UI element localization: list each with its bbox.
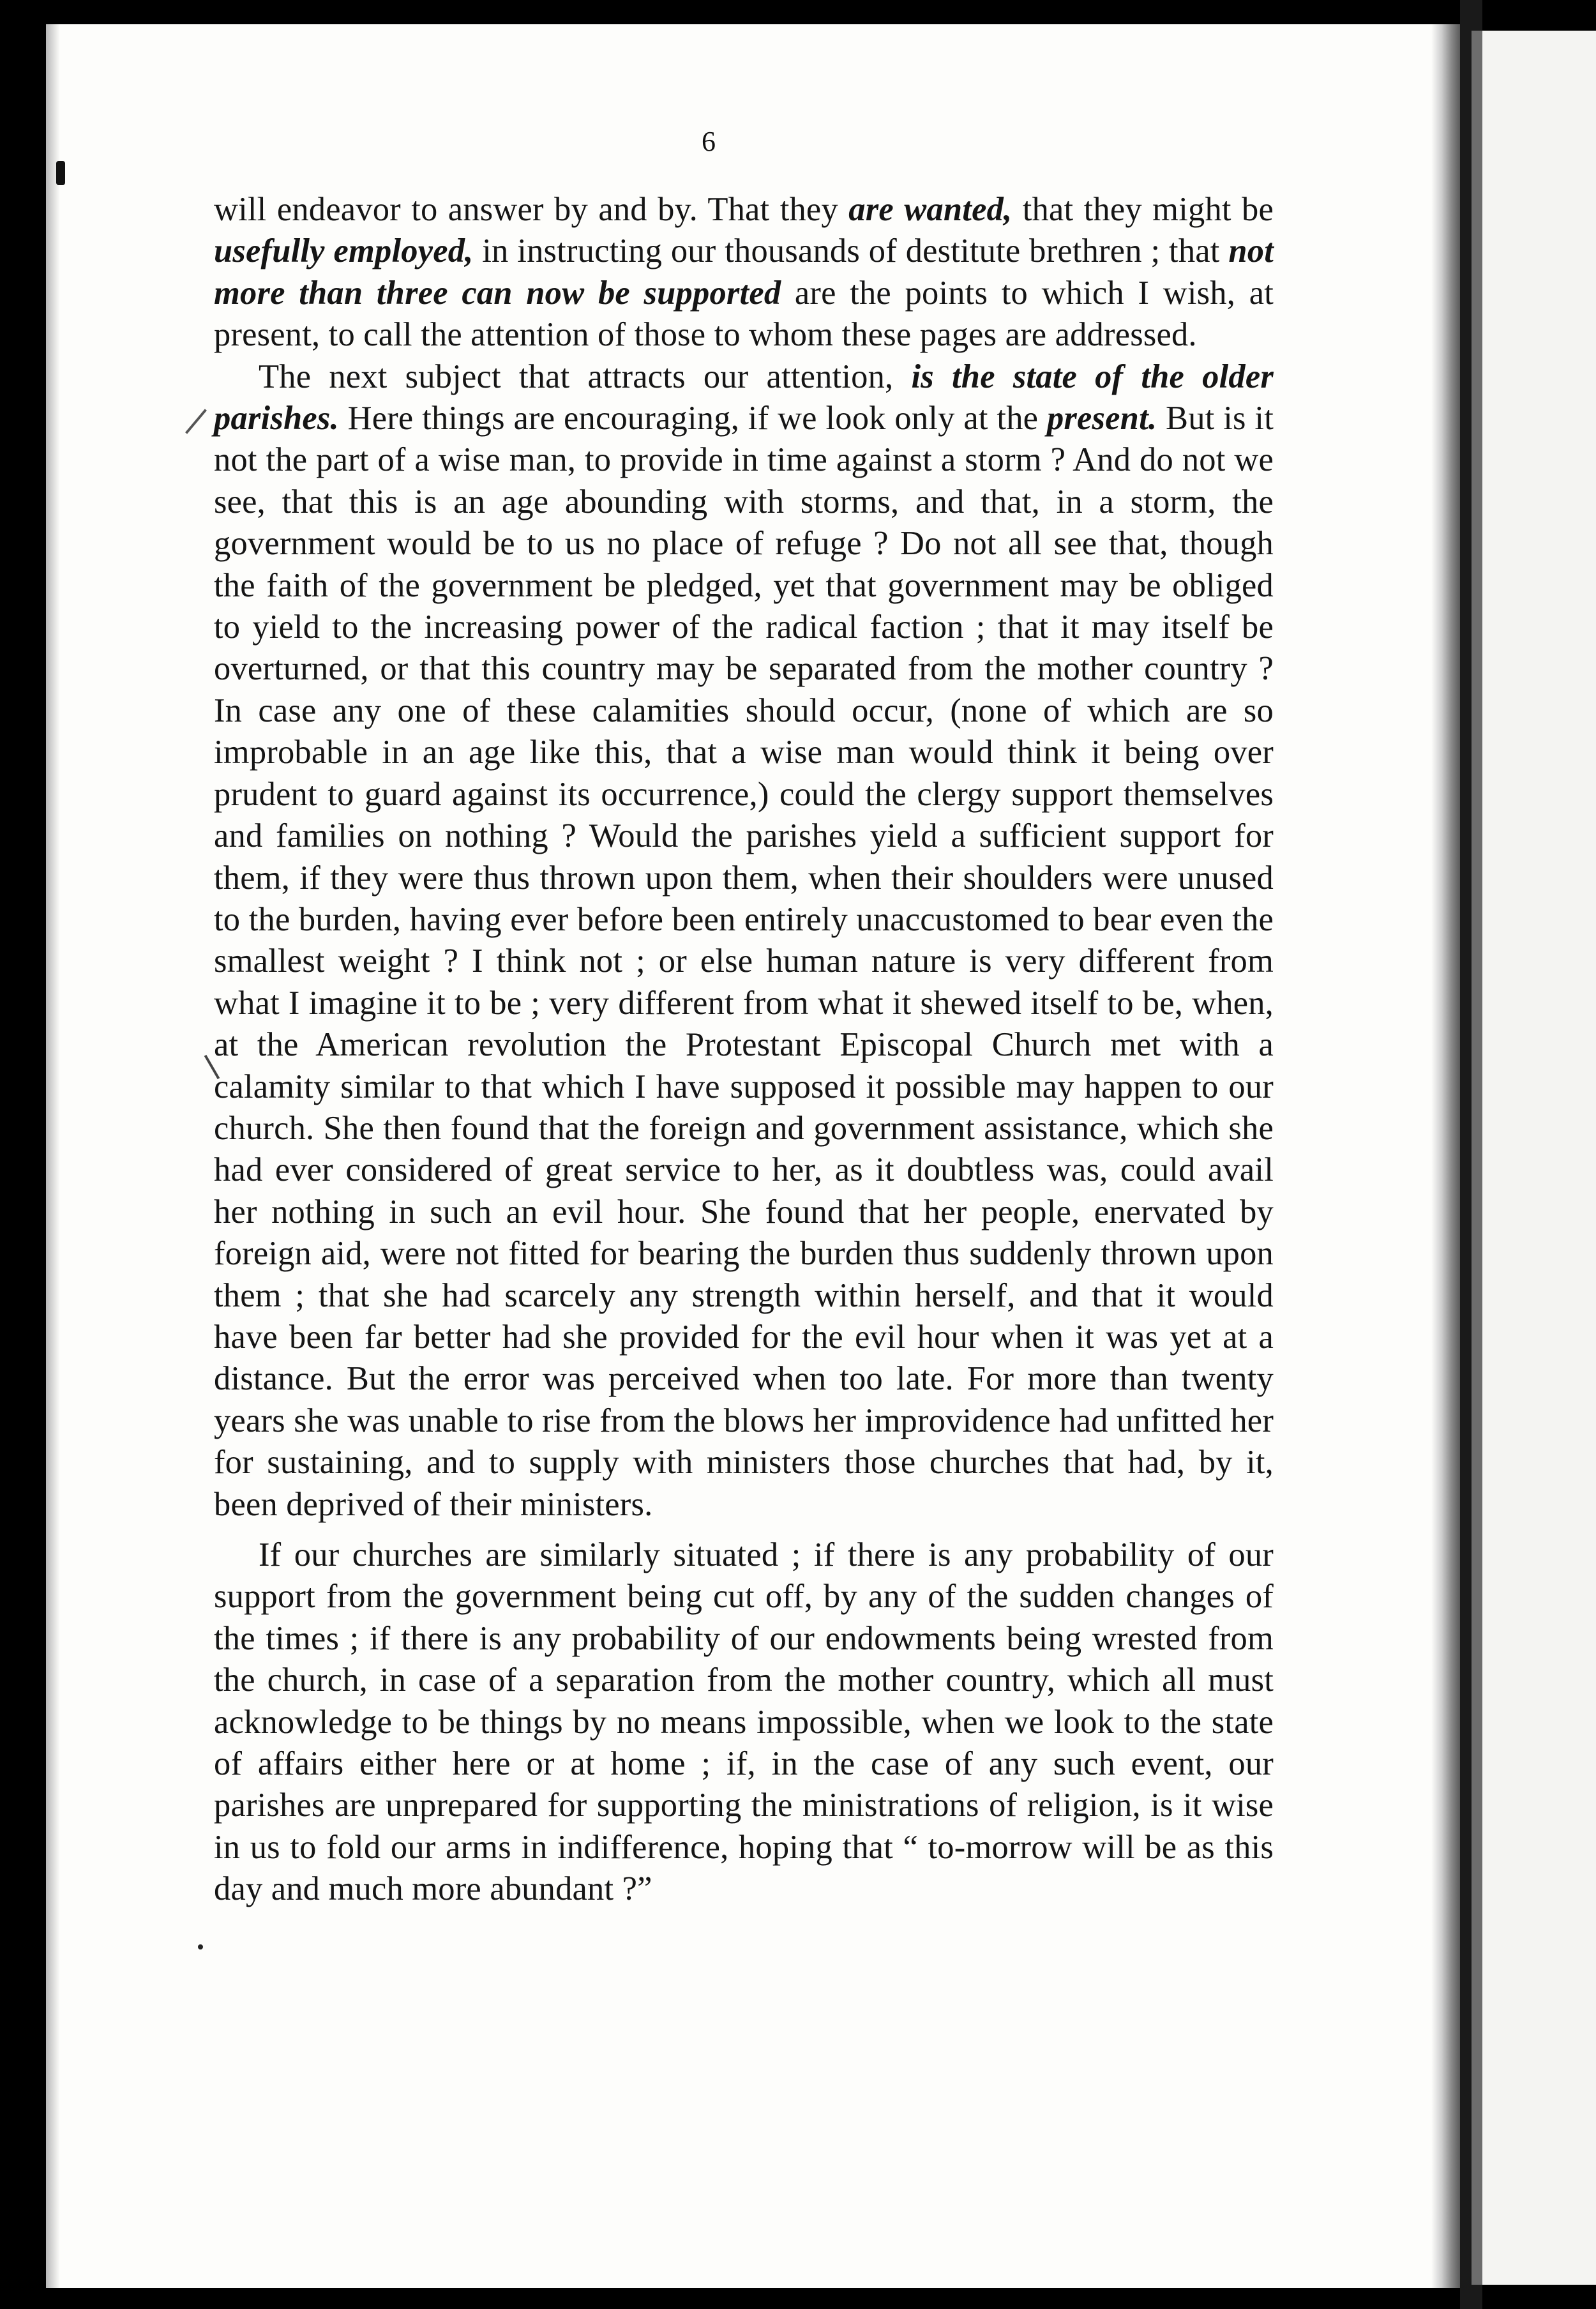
text-run: will endeavor to answer by and by. That they [214,191,849,228]
paragraph [214,189,1274,356]
text-run: But is it not the part of a wise man, to provide in time against a storm ? And do not we see, that this is an age abounding with storms, and that, in a storm, the government would be to us no place of refuge ? Do not all see that, though the faith of the government be pledged, yet that government may be obliged to yield to the increasing power of the radical faction ; that it may itself be overturned, or that this country may be separated from the mother country ? In case any one of these calamities should occur, (none of which are so improbable in an age like this, that a wise man would think it being over prudent to guard against its occurrence,) could the clergy support themselves and families on nothing ? Would the parishes yield a sufficient support for them, if they were thus thrown upon them, when their shoulders were unused to the burden, having ever before been entirely unaccustomed to bear even the smallest weight ? I think not ; or else human nature is very different from what I imagine it to be ; very different from what it shewed itself to be, when, at the American revolution the Protestant Episcopal Church met with a calamity similar to that which I have supposed it possible may happen to our church. She then found that the foreign and government assistance, which she had ever considered of great service to her, as it doubtless was, could avail her nothing in such an evil hour. She found that her people, enervated by foreign aid, were not fitted for bearing the burden thus suddenly thrown upon them ; that she had scarcely any strength within herself, and that it would have been far better had she provided for the evil hour when it was yet at a distance. But the error was perceived when too late. For more than twenty years she was unable to rise from the blows her improvidence had unfitted her for sustaining, and to supply with ministers those churches that had, by it, been deprived of their ministers. [214,400,1274,1523]
text-run: If our churches are similarly situated ; if there is any probability of our support from the government being cut off, by any of the sudden changes of the times ; if there is any probability of our endowments being wrested from the church, in case of a separation from the mother country, which all must acknowledge to be things by no means impossible, when we look to the state of affairs either here or at home ; if, in the case of any such event, our parishes are unprepared for supporting the ministrations of religion, is it wise in us to fold our arms in indifference, hoping that “ to-morrow will be as this day and much more abundant ?” [214,1536,1274,1908]
text-run: The next subject that attracts our attention, [259,358,912,395]
next-page-edge-shadow [1472,31,1482,2285]
emphasized-text: present. [1046,400,1157,437]
emphasized-text: not more than three can now be supported [214,232,1274,312]
text-run: are the points to which I wish, at present, to call the attention of those to whom these pages are addressed. [214,274,1274,354]
paragraph [214,1534,1274,1911]
emphasized-text: are wanted, [848,191,1013,228]
ink-speck [198,1944,203,1949]
emphasized-text: usefully employed, [214,232,474,270]
binding-hole-mark [56,161,65,185]
body-text [214,189,1274,1911]
text-run: Here things are encouraging, if we look only at the [338,400,1047,437]
page-spine-shadow [1431,24,1460,2288]
paragraph [214,356,1274,1525]
text-run: in instructing our thousands of destitute brethren ; that [473,232,1229,270]
page-left-shade [46,24,60,2288]
page-number: 6 [702,126,716,157]
next-page-strip [1482,31,1596,2285]
emphasized-text: is the state of the older parishes. [214,358,1274,437]
text-run: that they might be [1012,191,1274,228]
